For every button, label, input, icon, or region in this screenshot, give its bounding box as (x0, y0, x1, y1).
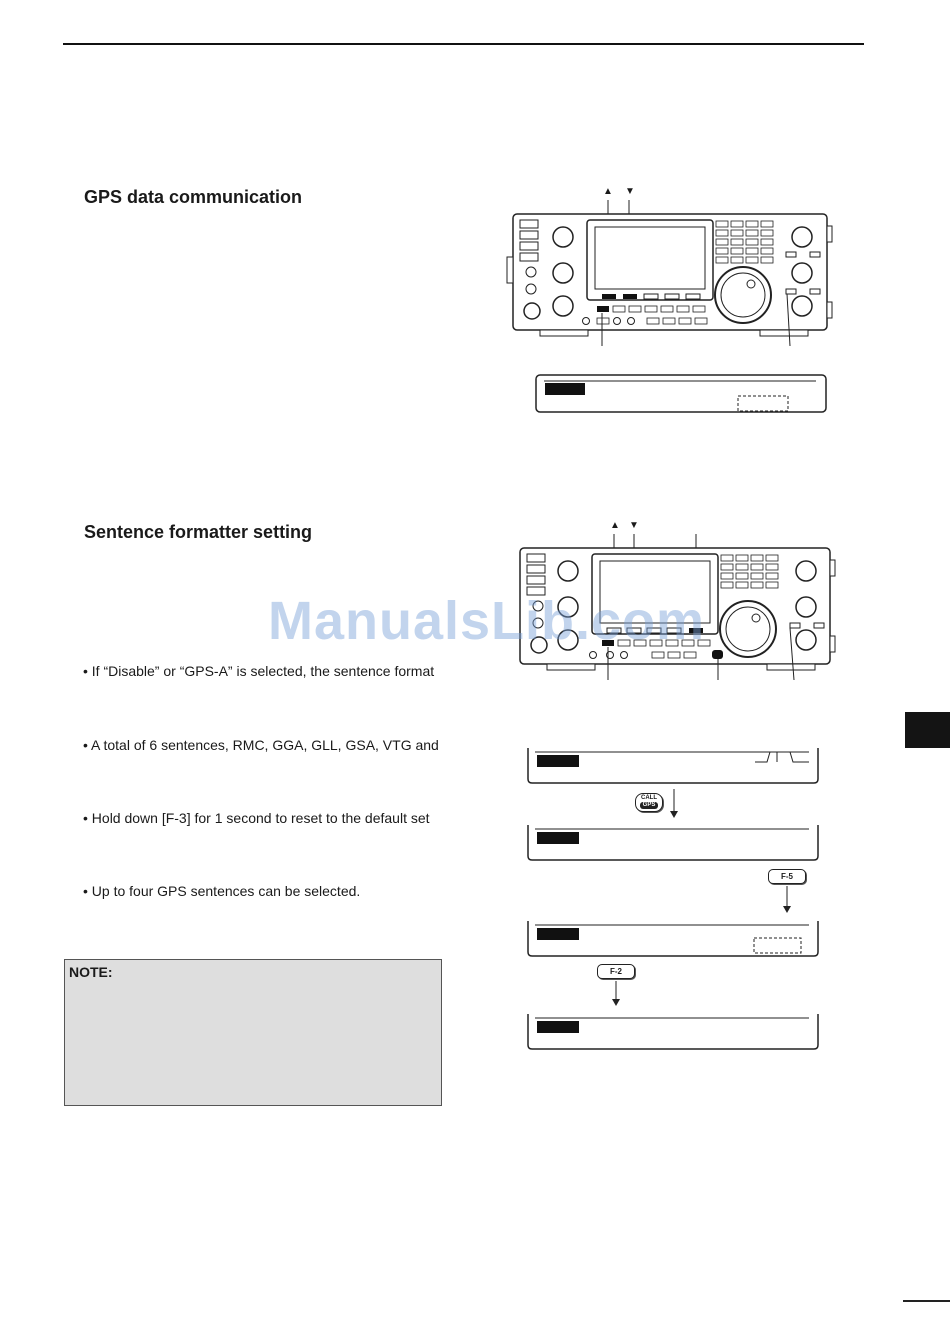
watermark: ManualsLib.com (268, 591, 706, 651)
lcd-display-gps-data (530, 375, 830, 417)
down-arrow-icon (781, 886, 793, 916)
bullet-hold-f3-reset: • Hold down [F-3] for 1 second to reset to the default set (83, 810, 430, 826)
f2-key-label: F-2 (610, 967, 622, 976)
lcd-display-step-1 (523, 748, 823, 788)
lcd-display-step-4 (523, 1014, 823, 1054)
call-key-top-label: CALL (641, 795, 657, 801)
down-arrow-icon (668, 789, 680, 819)
f5-key-label: F-5 (781, 872, 793, 881)
up-arrow-label: ▲ (610, 520, 620, 531)
down-arrow-label: ▼ (625, 186, 635, 197)
lcd-display-step-2 (523, 825, 823, 865)
section-title-gps-data-communication: GPS data communication (84, 187, 303, 207)
bullet-six-sentences: • A total of 6 sentences, RMC, GGA, GLL, GSA, VTG and (83, 737, 439, 753)
down-arrow-icon (610, 981, 622, 1011)
bullet-disable-gps-a: • If “Disable” or “GPS-A” is selected, the sentence format (83, 663, 435, 679)
transceiver-front-panel-figure-1 (505, 200, 835, 350)
f2-key-icon (597, 964, 635, 979)
chapter-thumb-tab (905, 712, 950, 748)
section-title-sentence-formatter-setting: Sentence formatter setting (84, 522, 313, 542)
header-rule (63, 43, 864, 45)
page-number-rule (903, 1300, 950, 1302)
note-title: NOTE: (69, 964, 113, 980)
call-gps-key-icon (635, 793, 663, 812)
lcd-display-step-3 (523, 921, 823, 961)
f5-key-icon (768, 869, 806, 884)
note-box (64, 959, 442, 1106)
up-arrow-label: ▲ (603, 186, 613, 197)
call-key-bottom-label: GPS (640, 802, 658, 809)
bullet-up-to-four: • Up to four GPS sentences can be selected. (83, 883, 361, 899)
down-arrow-label: ▼ (629, 520, 639, 531)
